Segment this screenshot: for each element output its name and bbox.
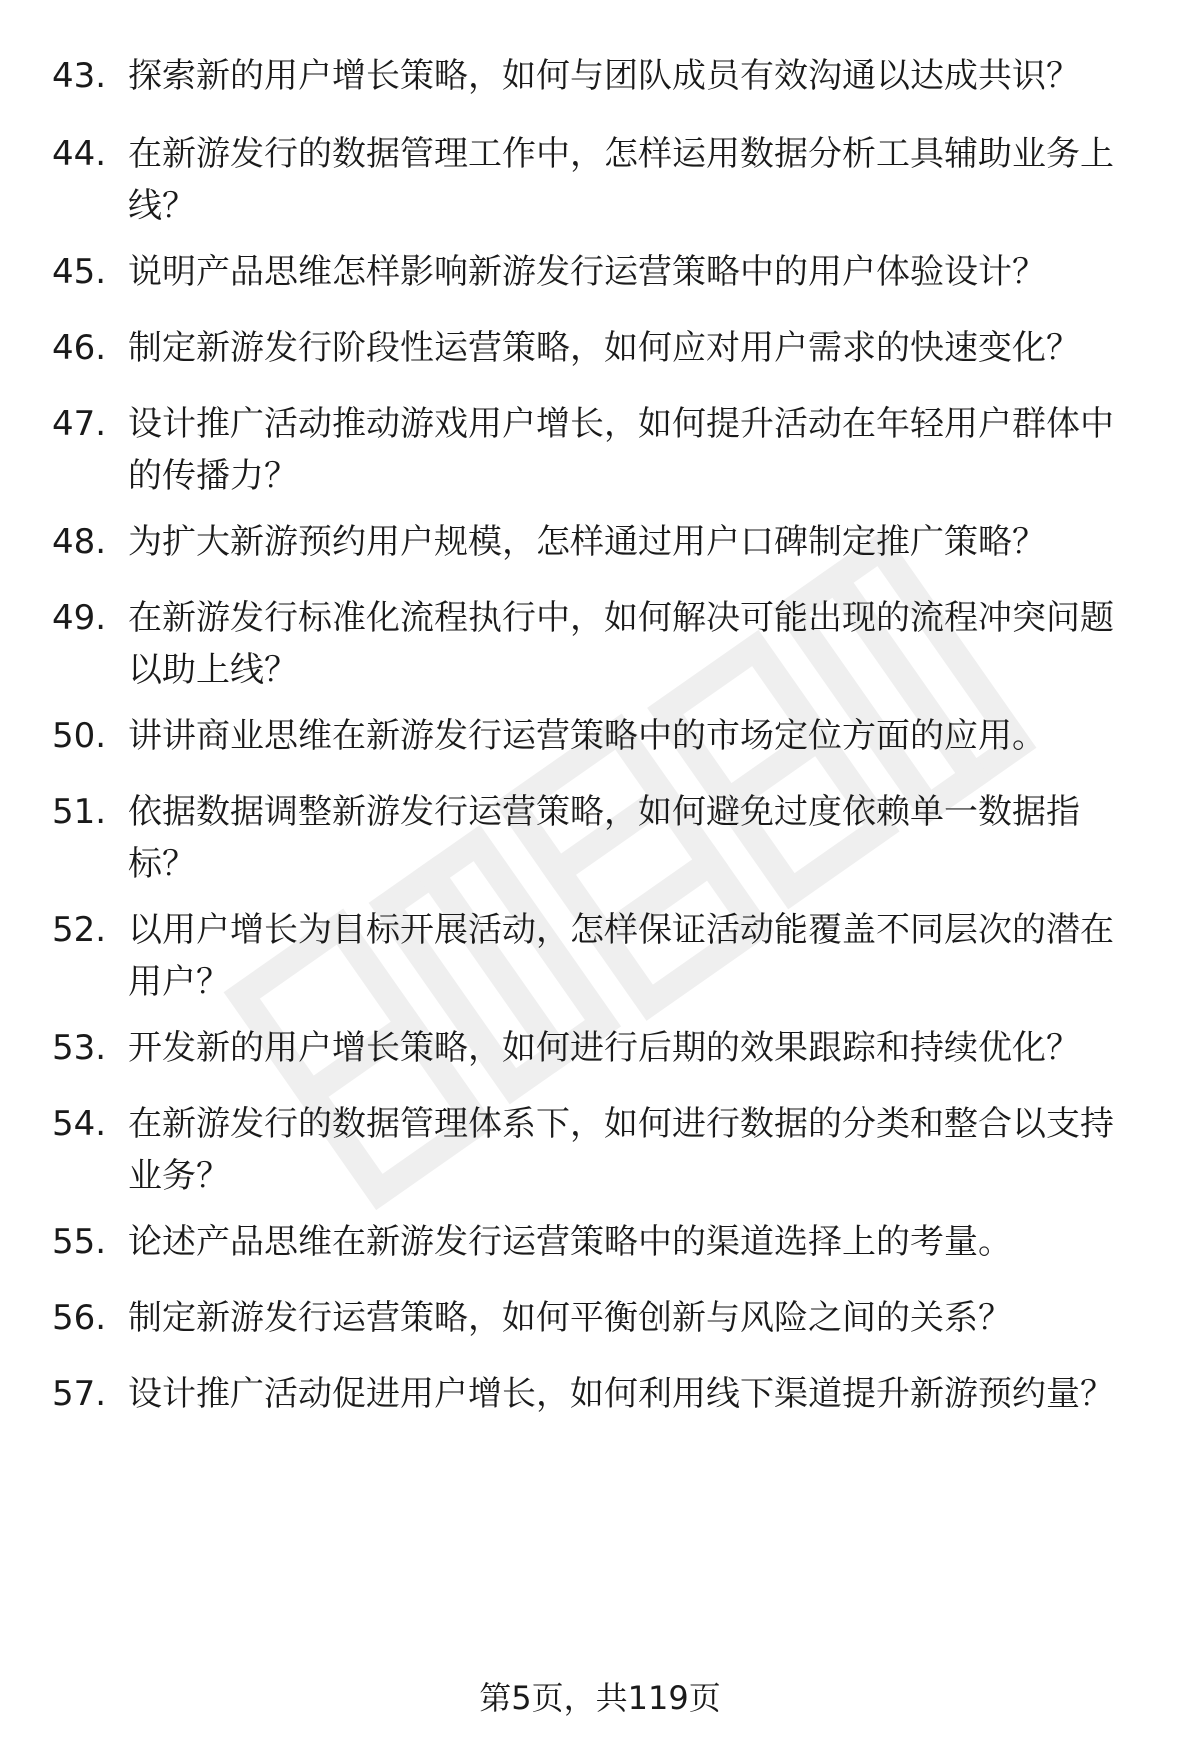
question-number: 52.: [52, 910, 107, 950]
question-text: 设计推广活动促进用户增长，如何利用线下渠道提升新游预约量？: [128, 1374, 1114, 1414]
question-text: 在新游发行标准化流程执行中，如何解决可能出现的流程冲突问题以助上线？: [128, 598, 1114, 690]
question-number: 46.: [52, 328, 107, 368]
question-number: 48.: [52, 522, 107, 562]
page-number-footer: 第5页，共119页: [479, 1679, 721, 1717]
question-number: 54.: [52, 1104, 107, 1144]
question-text: 说明产品思维怎样影响新游发行运营策略中的用户体验设计？: [128, 252, 1046, 292]
question-number: 56.: [52, 1298, 107, 1338]
question-number: 55.: [52, 1222, 107, 1262]
question-text: 在新游发行的数据管理工作中，怎样运用数据分析工具辅助业务上线？: [128, 134, 1114, 226]
question-number: 57.: [52, 1374, 107, 1414]
question-number: 50.: [52, 716, 107, 756]
question-text: 论述产品思维在新游发行运营策略中的渠道选择上的考量。: [128, 1222, 1012, 1262]
question-number: 43.: [52, 56, 107, 96]
question-number: 51.: [52, 792, 107, 832]
question-number: 45.: [52, 252, 107, 292]
question-text: 开发新的用户增长策略，如何进行后期的效果跟踪和持续优化？: [128, 1028, 1080, 1068]
question-text: 探索新的用户增长策略，如何与团队成员有效沟通以达成共识？: [128, 56, 1080, 96]
question-text: 在新游发行的数据管理体系下，如何进行数据的分类和整合以支持业务？: [128, 1104, 1114, 1196]
question-text: 以用户增长为目标开展活动，怎样保证活动能覆盖不同层次的潜在用户？: [128, 910, 1114, 1002]
question-text: 讲讲商业思维在新游发行运营策略中的市场定位方面的应用。: [128, 716, 1046, 756]
question-text: 依据数据调整新游发行运营策略，如何避免过度依赖单一数据指标？: [128, 792, 1080, 884]
question-text: 制定新游发行阶段性运营策略，如何应对用户需求的快速变化？: [128, 328, 1080, 368]
question-number: 47.: [52, 404, 107, 444]
question-text: 设计推广活动推动游戏用户增长，如何提升活动在年轻用户群体中的传播力？: [128, 404, 1114, 496]
question-number: 44.: [52, 134, 107, 174]
question-text: 制定新游发行运营策略，如何平衡创新与风险之间的关系？: [128, 1298, 1012, 1338]
question-number: 53.: [52, 1028, 107, 1068]
question-text: 为扩大新游预约用户规模，怎样通过用户口碑制定推广策略？: [128, 522, 1046, 562]
question-number: 49.: [52, 598, 107, 638]
